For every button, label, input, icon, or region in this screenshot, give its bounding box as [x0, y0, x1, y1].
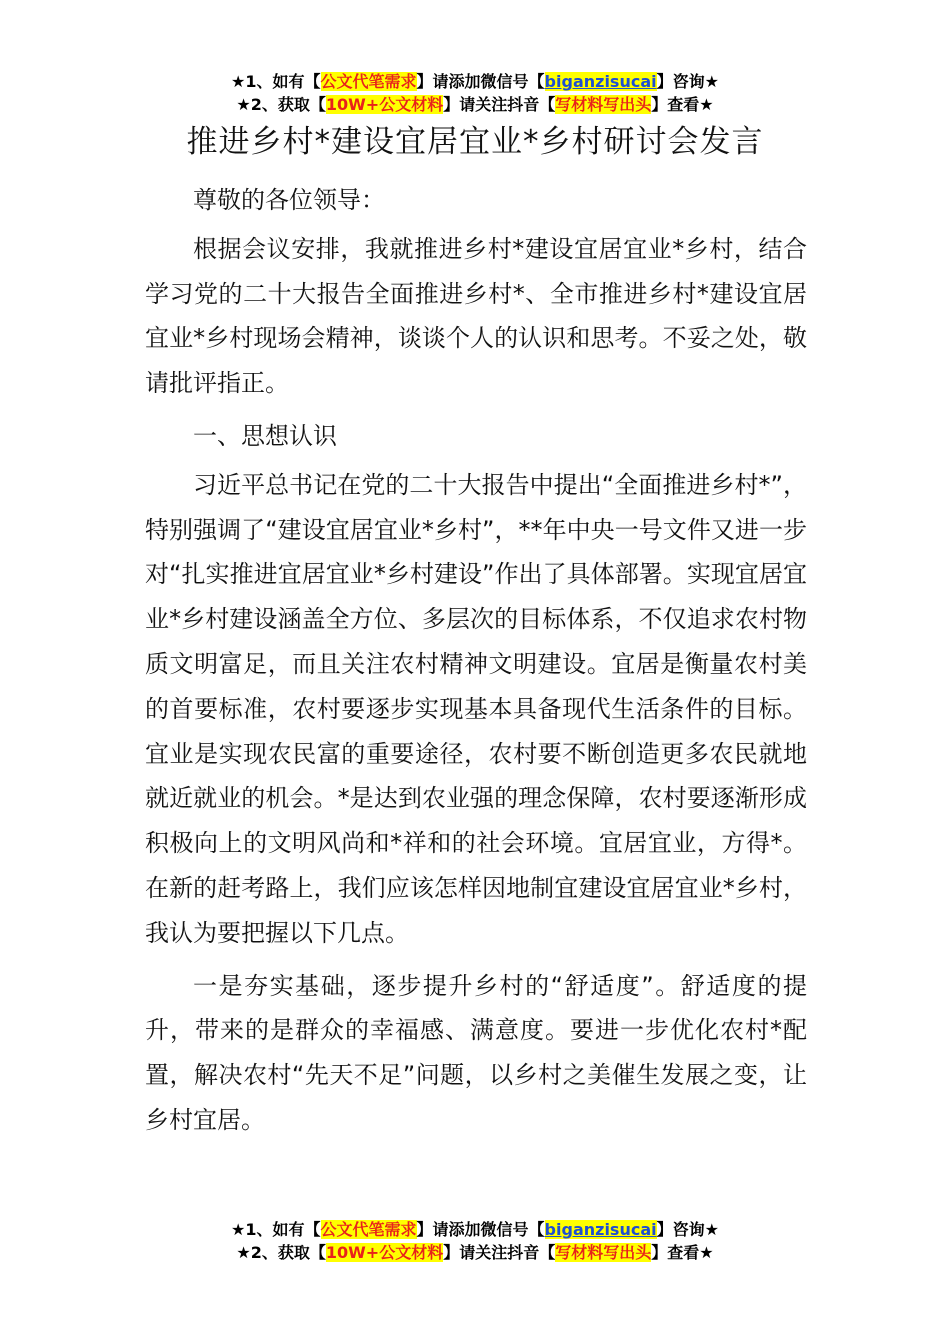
footer-line2-mid: 】请关注抖音【 — [443, 1243, 556, 1262]
footer-line2-materials: 10W+公文材料 — [325, 1243, 444, 1262]
banner-line2-douyin[interactable]: 写材料写出头 — [555, 95, 652, 114]
salutation: 尊敬的各位领导： — [193, 186, 385, 214]
banner-line1-service: 公文代笔需求 — [320, 72, 417, 91]
banner-line1-wechat-id[interactable]: biganzisucai — [544, 72, 657, 91]
footer-line1-wechat-id[interactable]: biganzisucai — [544, 1220, 657, 1239]
banner-line2-mid: 】请关注抖音【 — [443, 95, 556, 114]
footer-line1-suffix: 】咨询★ — [656, 1220, 719, 1239]
document-title: 推进乡村*建设宜居宜业*乡村研讨会发言 — [186, 124, 764, 160]
banner-line2-prefix: ★2、获取【 — [236, 95, 326, 114]
paragraph-recognition: 习近平总书记在党的二十大报告中提出“全面推进乡村*”，特别强调了“建设宜居宜业*乡村”，**年中央一号文件又进一步对“扎实推进宜居宜业*乡村建设”作出了具体部署。实现宜居宜业*乡村建设涵盖全方位、多层次的目标体系，不仅追求农村物质文明富足，而且关注农村精神文明建设。宜居是衡量农村美的首要标准，农村要逐步实现基本具备现代生活条件的目标。宜业是实现农民富的重要途径，农村要不断创造更多农民就地就近就业的机会。*是达到农业强的理念保障，农村要逐渐形成积极向上的文明风尚和*祥和的社会环境。宜居宜业，方得*。在新的赶考路上，我们应该怎样因地制宜建设宜居宜业*乡村，我认为要把握以下几点。 — [145, 470, 807, 947]
banner-line1-mid: 】请添加微信号【 — [416, 72, 545, 91]
footer-line2-prefix: ★2、获取【 — [236, 1243, 326, 1262]
footer-line1-mid: 】请添加微信号【 — [416, 1220, 545, 1239]
footer-line2-suffix: 】查看★ — [651, 1243, 714, 1262]
header-banner — [0, 70, 950, 116]
banner-line1-prefix: ★1、如有【 — [231, 72, 321, 91]
section-heading: 一、思想认识 — [193, 421, 337, 450]
footer-line-1 — [0, 1218, 950, 1241]
banner-line1-suffix: 】咨询★ — [656, 72, 719, 91]
paragraph-intro: 根据会议安排，我就推进乡村*建设宜居宜业*乡村，结合学习党的二十大报告全面推进乡村*、全市推进乡村*建设宜居宜业*乡村现场会精神，谈谈个人的认识和思考。不妥之处，敬请批评指正。 — [145, 234, 807, 398]
paragraph-point-one: 一是夯实基础，逐步提升乡村的“舒适度”。舒适度的提升，带来的是群众的幸福感、满意度。要进一步优化农村*配置，解决农村“先天不足”问题，以乡村之美催生发展之变，让乡村宜居。 — [145, 971, 807, 1134]
banner-line-1 — [0, 70, 950, 93]
footer-line1-prefix: ★1、如有【 — [231, 1220, 321, 1239]
document-body — [145, 178, 807, 1151]
footer-line-2 — [0, 1241, 950, 1264]
footer-banner — [0, 1218, 950, 1264]
footer-line2-douyin[interactable]: 写材料写出头 — [555, 1243, 652, 1262]
banner-line-2 — [0, 93, 950, 116]
banner-line2-suffix: 】查看★ — [651, 95, 714, 114]
banner-line2-materials: 10W+公文材料 — [325, 95, 444, 114]
footer-line1-service: 公文代笔需求 — [320, 1220, 417, 1239]
